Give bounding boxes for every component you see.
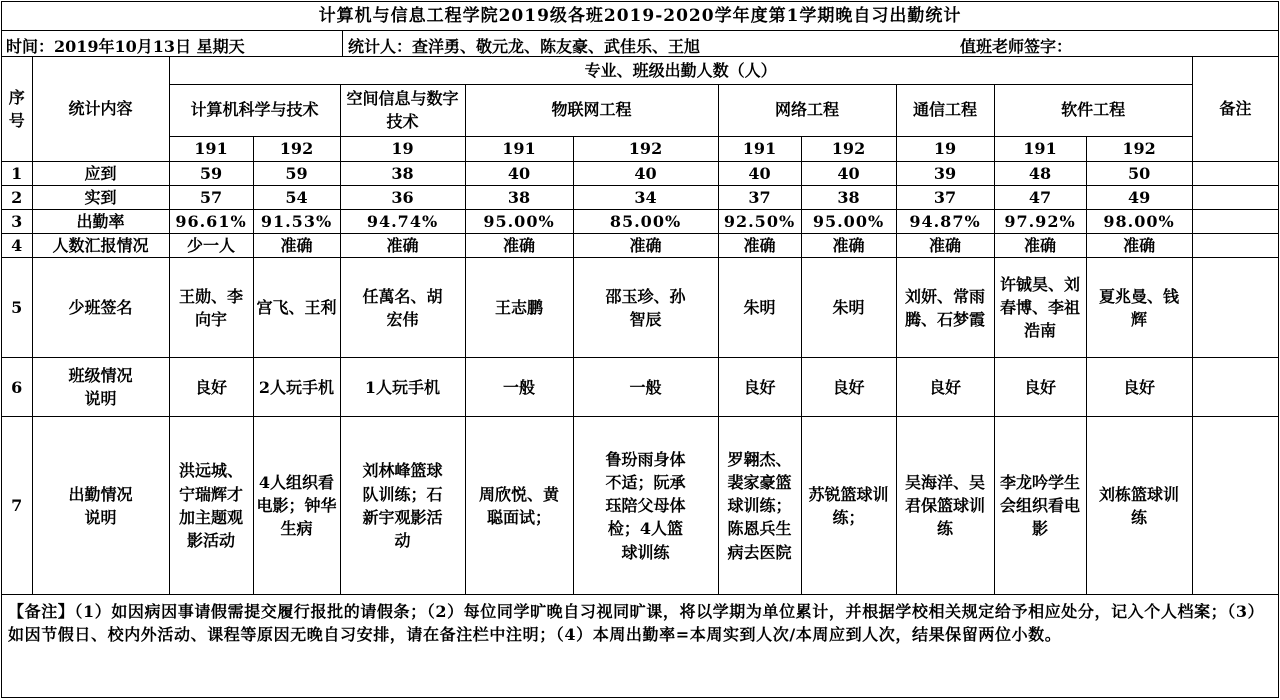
cell-value: 38 [465, 185, 573, 209]
remark-cell [1192, 358, 1278, 417]
table-row [2, 258, 1278, 358]
cell-value: 95.00% [801, 209, 896, 233]
attendance-table [2, 57, 1278, 595]
cell-value: 准确 [253, 234, 340, 258]
table-row [2, 358, 1278, 417]
cell-value: 准确 [994, 234, 1086, 258]
cell-value: 准确 [1086, 234, 1192, 258]
cell-value: 任萬名、胡宏伟 [340, 258, 465, 358]
cell-value: 59 [169, 161, 253, 185]
cell-value: 92.50% [718, 209, 801, 233]
row-label: 班级情况说明 [32, 358, 169, 417]
remark-cell [1192, 161, 1278, 185]
cell-value: 4人组织看电影；钟华生病 [253, 417, 340, 595]
class-number: 192 [253, 136, 340, 161]
class-number: 191 [465, 136, 573, 161]
cell-value: 98.00% [1086, 209, 1192, 233]
teacher-sign-field: 值班老师签字： [960, 37, 1073, 56]
cell-value: 准确 [465, 234, 573, 258]
time-field: 时间：2019年10月13日 星期天 [6, 37, 245, 56]
row-label: 出勤情况说明 [32, 417, 169, 595]
cell-value: 朱明 [718, 258, 801, 358]
major-iot: 物联网工程 [465, 84, 718, 136]
cell-value: 罗翱杰、裴家豪篮球训练；陈恩兵生病去医院 [718, 417, 801, 595]
row-label: 应到 [32, 161, 169, 185]
row-label: 实到 [32, 185, 169, 209]
major-cs: 计算机科学与技术 [169, 84, 340, 136]
cell-value: 良好 [801, 358, 896, 417]
cell-value: 94.74% [340, 209, 465, 233]
cell-value: 54 [253, 185, 340, 209]
table-row [2, 209, 1278, 233]
cell-value: 良好 [994, 358, 1086, 417]
cell-value: 38 [340, 161, 465, 185]
cell-value: 王勋、李向宇 [169, 258, 253, 358]
remark-cell [1192, 185, 1278, 209]
cell-value: 96.61% [169, 209, 253, 233]
cell-value: 47 [994, 185, 1086, 209]
cell-value: 刘妍、常雨腾、石梦霞 [896, 258, 994, 358]
cell-value: 57 [169, 185, 253, 209]
remark-header: 备注 [1192, 57, 1278, 161]
seq-header: 序号 [2, 57, 32, 161]
cell-value: 38 [801, 185, 896, 209]
major-comm: 通信工程 [896, 84, 994, 136]
major-software: 软件工程 [994, 84, 1192, 136]
group-header: 专业、班级出勤人数（人） [169, 57, 1192, 84]
remark-note: 【备注】（1）如因病因事请假需提交履行报批的请假条；（2）每位同学旷晚自习视同旷课，将以学期为单位累计，并根据学校相关规定给予相应处分，记入个人档案；（3）如因节假日、校内外活动、课程等原因无晚自习安排，请在备注栏中注明；（4）本周出勤率=本周实到人次/本周应到人次，结果保留两位小数。 [8, 602, 1265, 645]
cell-value: 准确 [801, 234, 896, 258]
cell-value: 一般 [465, 358, 573, 417]
sheet-title: 计算机与信息工程学院2019级各班2019-2020学年度第1学期晚自习出勤统计 [2, 2, 1278, 31]
cell-value: 39 [896, 161, 994, 185]
row-seq: 6 [2, 358, 32, 417]
cell-value: 37 [718, 185, 801, 209]
table-row [2, 161, 1278, 185]
content-header: 统计内容 [32, 57, 169, 161]
cell-value: 李龙吟学生会组织看电影 [994, 417, 1086, 595]
cell-value: 50 [1086, 161, 1192, 185]
row-label: 少班签名 [32, 258, 169, 358]
cell-value: 良好 [896, 358, 994, 417]
cell-value: 邵玉珍、孙智辰 [573, 258, 718, 358]
table-row [2, 185, 1278, 209]
cell-value: 王志鹏 [465, 258, 573, 358]
cell-value: 59 [253, 161, 340, 185]
row-seq: 5 [2, 258, 32, 358]
row-seq: 3 [2, 209, 32, 233]
remark-cell [1192, 209, 1278, 233]
cell-value: 周欣悦、黄聪面试； [465, 417, 573, 595]
cell-value: 刘栋篮球训练 [1086, 417, 1192, 595]
cell-value: 37 [896, 185, 994, 209]
class-number: 191 [169, 136, 253, 161]
cell-value: 准确 [340, 234, 465, 258]
cell-value: 40 [801, 161, 896, 185]
cell-value: 准确 [896, 234, 994, 258]
cell-value: 97.92% [994, 209, 1086, 233]
cell-value: 良好 [718, 358, 801, 417]
cell-value: 91.53% [253, 209, 340, 233]
meta-divider [342, 31, 343, 56]
cell-value: 准确 [718, 234, 801, 258]
table-row [2, 417, 1278, 595]
stats-by-field: 统计人：查洋勇、敬元龙、陈友豪、武佳乐、王旭 [348, 37, 701, 56]
remark-cell [1192, 234, 1278, 258]
cell-value: 刘林峰篮球队训练；石新宇观影活动 [340, 417, 465, 595]
cell-value: 48 [994, 161, 1086, 185]
cell-value: 良好 [1086, 358, 1192, 417]
major-network: 网络工程 [718, 84, 896, 136]
cell-value: 准确 [573, 234, 718, 258]
cell-value: 94.87% [896, 209, 994, 233]
table-row [2, 234, 1278, 258]
cell-value: 许铖昊、刘春博、李祖浩南 [994, 258, 1086, 358]
cell-value: 少一人 [169, 234, 253, 258]
cell-value: 49 [1086, 185, 1192, 209]
cell-value: 一般 [573, 358, 718, 417]
cell-value: 苏锐篮球训练； [801, 417, 896, 595]
class-number-row [2, 136, 1278, 161]
row-seq: 4 [2, 234, 32, 258]
remark-cell [1192, 258, 1278, 358]
cell-value: 良好 [169, 358, 253, 417]
row-seq: 1 [2, 161, 32, 185]
cell-value: 朱明 [801, 258, 896, 358]
major-spatial: 空间信息与数字技术 [340, 84, 465, 136]
remark-cell [1192, 417, 1278, 595]
cell-value: 夏兆曼、钱辉 [1086, 258, 1192, 358]
cell-value: 2人玩手机 [253, 358, 340, 417]
cell-value: 40 [465, 161, 573, 185]
row-seq: 7 [2, 417, 32, 595]
class-number: 191 [994, 136, 1086, 161]
class-number: 19 [340, 136, 465, 161]
attendance-sheet [1, 1, 1279, 698]
row-label: 出勤率 [32, 209, 169, 233]
cell-value: 85.00% [573, 209, 718, 233]
cell-value: 洪远城、宁瑞辉才加主题观影活动 [169, 417, 253, 595]
cell-value: 40 [718, 161, 801, 185]
cell-value: 95.00% [465, 209, 573, 233]
class-number: 192 [801, 136, 896, 161]
class-number: 192 [1086, 136, 1192, 161]
cell-value: 36 [340, 185, 465, 209]
row-label: 人数汇报情况 [32, 234, 169, 258]
class-number: 19 [896, 136, 994, 161]
cell-value: 吴海洋、吴君保篮球训练 [896, 417, 994, 595]
cell-value: 1人玩手机 [340, 358, 465, 417]
cell-value: 鲁玢雨身体不适；阮承珏陪父母体检；4人篮球训练 [573, 417, 718, 595]
cell-value: 40 [573, 161, 718, 185]
class-number: 192 [573, 136, 718, 161]
cell-value: 34 [573, 185, 718, 209]
cell-value: 宫飞、王利 [253, 258, 340, 358]
row-seq: 2 [2, 185, 32, 209]
meta-row [2, 31, 1278, 57]
class-number: 191 [718, 136, 801, 161]
